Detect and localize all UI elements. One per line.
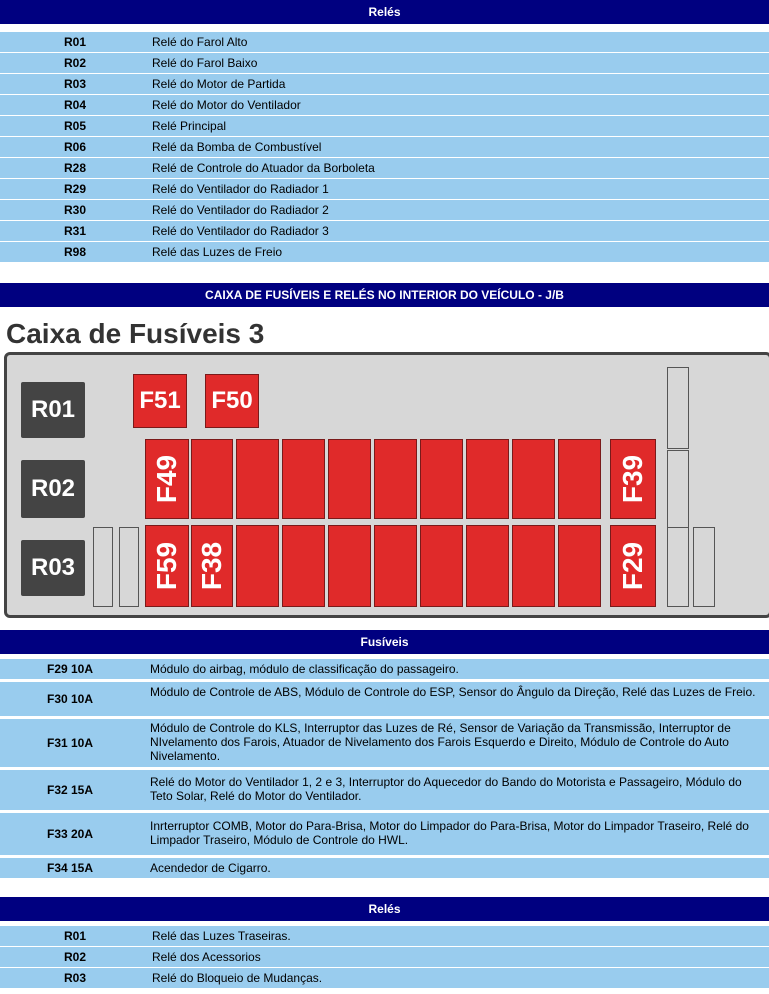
bottom-relays-header: Relés (0, 897, 769, 921)
empty-slot (693, 527, 715, 607)
fuse-slot (466, 525, 509, 607)
fuse-f50: F50 (205, 374, 259, 428)
table-row (0, 200, 769, 220)
relay-code: R03 (63, 77, 86, 91)
table-row (0, 926, 769, 946)
relay-desc: Relé da Bomba de Combustível (152, 140, 322, 154)
fuse-f59-label: F59 (151, 541, 182, 591)
fuse-desc: Módulo de Controle do KLS, Interruptor das Luzes de Ré, Sensor de Variação da Transmissão, Interruptor de NIvelamento dos Farois, Atuador de Nivelamento dos Farois Esquerdo e Direito, Módulo de Controle do Auto Nivelamento. (150, 721, 731, 763)
fuse-desc: Relé do Motor do Ventilador 1, 2 e 3, Interruptor do Aquecedor do Bando do Motorista e Passageiro, Módulo do Teto Solar, Relé do Motor do Ventilador. (150, 775, 742, 803)
table-row (0, 32, 769, 52)
table-row (0, 242, 769, 262)
jb-section-title: CAIXA DE FUSÍVEIS E RELÉS NO INTERIOR DO VEÍCULO - J/B (0, 283, 769, 307)
relay-code: R04 (63, 98, 86, 112)
fuse-code: F32 15A (46, 783, 94, 797)
fuse-code: F29 10A (46, 662, 94, 676)
relay-code: R05 (63, 119, 86, 133)
fuse-desc: Módulo do airbag, módulo de classificação do passageiro. (150, 662, 459, 676)
fuse-f38-label: F38 (196, 541, 227, 591)
fuse-f39 (610, 439, 656, 519)
fuse-slot (236, 525, 279, 607)
fuse-box-title: Caixa de Fusíveis 3 (6, 318, 265, 349)
fuse-slot (466, 439, 509, 519)
relay-desc: Relé das Luzes Traseiras. (152, 929, 291, 943)
table-row (0, 813, 769, 855)
top-relays-table (0, 0, 769, 265)
fuse-code: F33 20A (46, 827, 94, 841)
fuse-slot (420, 439, 463, 519)
relay-desc: Relé do Motor de Partida (152, 77, 286, 91)
table-row (0, 947, 769, 967)
fuse-f38 (191, 525, 233, 607)
relay-desc: Relé do Ventilador do Radiador 3 (152, 224, 329, 238)
fuse-slot (328, 439, 371, 519)
fuse-code: F31 10A (46, 736, 94, 750)
relay-desc: Relé dos Acessorios (152, 950, 261, 964)
fuse-slot (282, 525, 325, 607)
fuse-desc: Acendedor de Cigarro. (150, 861, 271, 875)
fuse-slot (558, 525, 601, 607)
table-row (0, 74, 769, 94)
fuse-slot (512, 439, 555, 519)
relay-code: R28 (63, 161, 86, 175)
table-row (0, 158, 769, 178)
relay-r01: R01 (21, 382, 85, 438)
fuse-slot (512, 525, 555, 607)
fuse-slot (191, 439, 233, 519)
fuses-header: Fusíveis (0, 630, 769, 654)
fuse-code: F30 10A (46, 692, 94, 706)
fuse-slot (374, 439, 417, 519)
table-row (0, 137, 769, 157)
relay-code: R01 (63, 929, 86, 943)
relay-r03: R03 (21, 540, 85, 596)
fuse-code: F34 15A (46, 861, 94, 875)
top-relays-header: Relés (0, 0, 769, 24)
empty-slot (119, 527, 139, 607)
table-row (0, 659, 769, 679)
fuse-slot (374, 525, 417, 607)
relay-code: R98 (63, 245, 86, 259)
fuse-desc: Módulo de Controle de ABS, Módulo de Controle do ESP, Sensor do Ângulo da Direção, Relé das Luzes de Freio. (150, 685, 756, 699)
fuse-slot (236, 439, 279, 519)
table-row (0, 858, 769, 878)
fuse-f29-label: F29 (617, 541, 648, 591)
relay-desc: Relé do Farol Alto (152, 35, 248, 49)
fuse-f49-label: F49 (151, 454, 182, 504)
relay-code: R01 (63, 35, 86, 49)
relay-desc: Relé do Ventilador do Radiador 1 (152, 182, 329, 196)
fuse-slot (328, 525, 371, 607)
relay-code: R03 (63, 971, 86, 985)
relay-code: R02 (63, 56, 86, 70)
relay-desc: Relé do Ventilador do Radiador 2 (152, 203, 329, 217)
table-row (0, 221, 769, 241)
fuse-desc: Inrterruptor COMB, Motor do Para-Brisa, Motor do Limpador do Para-Brisa, Motor do Limpador Traseiro, Relé do Limpador Traseiro, Módulo de Controle do HWL. (150, 819, 749, 847)
relay-desc: Relé das Luzes de Freio (152, 245, 283, 259)
relay-code: R06 (63, 140, 86, 154)
relay-desc: Relé Principal (152, 119, 227, 133)
relay-desc: Relé de Controle do Atuador da Borboleta (152, 161, 375, 175)
relay-desc: Relé do Bloqueio de Mudanças. (152, 971, 323, 985)
table-row (0, 95, 769, 115)
table-row (0, 179, 769, 199)
fuse-box-diagram (4, 352, 769, 618)
table-row (0, 968, 769, 988)
relay-desc: Relé do Farol Baixo (152, 56, 258, 70)
table-row (0, 719, 769, 767)
table-row (0, 770, 769, 810)
relay-code: R02 (63, 950, 86, 964)
empty-slot (93, 527, 113, 607)
table-row (0, 116, 769, 136)
fuse-slot (558, 439, 601, 519)
relay-desc: Relé do Motor do Ventilador (152, 98, 301, 112)
fuse-f51: F51 (133, 374, 187, 428)
table-row (0, 53, 769, 73)
table-row (0, 682, 769, 716)
fuse-f29 (610, 525, 656, 607)
fuse-f59 (145, 525, 189, 607)
relay-r02: R02 (21, 460, 85, 518)
fuse-slot (282, 439, 325, 519)
fuse-f49 (145, 439, 189, 519)
fuse-f39-label: F39 (617, 454, 648, 504)
relay-code: R31 (63, 224, 86, 238)
empty-slot (667, 527, 689, 607)
relay-code: R30 (63, 203, 86, 217)
fuse-slot (420, 525, 463, 607)
empty-slot (667, 450, 689, 530)
relay-code: R29 (63, 182, 86, 196)
empty-slot (667, 367, 689, 449)
